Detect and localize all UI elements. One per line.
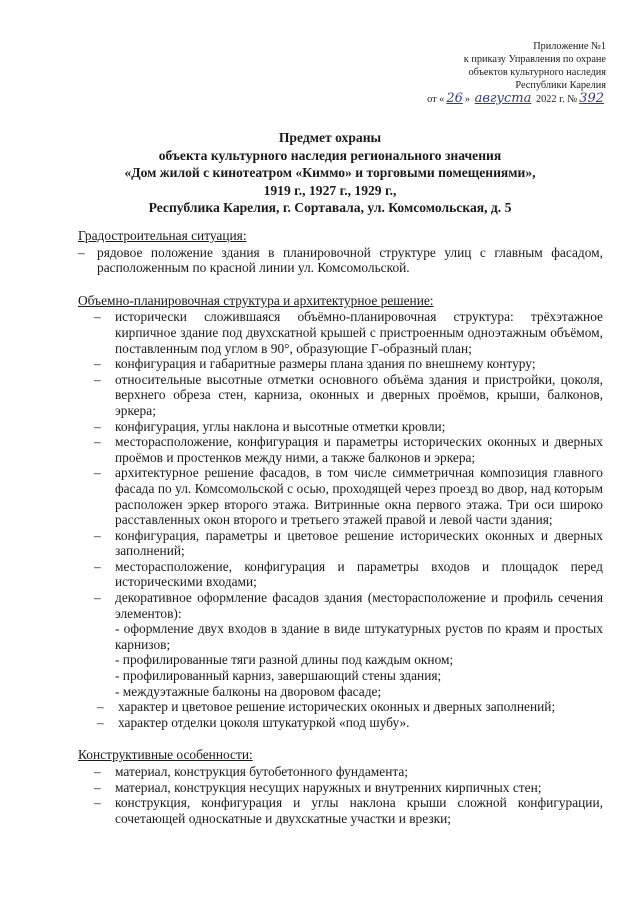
dash-marker: –	[94, 590, 101, 606]
dash-marker: –	[94, 779, 101, 795]
list-item-text: конфигурация, углы наклона и высотные отметки кровли;	[115, 418, 446, 434]
list-item	[78, 465, 603, 527]
bullet-list	[78, 699, 603, 730]
title-line: объекта культурного наследия регионального значения	[158, 147, 502, 163]
handwritten-number: 392	[579, 91, 604, 106]
dash-marker: –	[97, 714, 104, 730]
appendix-date-line	[386, 92, 606, 106]
handwritten-day: 26	[446, 91, 463, 106]
list-item-text: архитектурное решение фасадов, в том числе симметричная композиция главного фасада по ул. Комсомольской с осью, проходящей через проезд во двор, над которым расположен эркер второго этажа. Витринные окна первого этажа. Три оси широко расставленных окон второго и третьего этажей правой и левой части здания;	[115, 465, 603, 528]
section-title: Объемно-планировочная структура и архитектурное решение:	[78, 292, 434, 308]
list-item-text: характер отделки цоколя штукатуркой «под шубу».	[118, 714, 410, 730]
sub-item: - междуэтажные балконы на дворовом фасаде;	[115, 683, 382, 699]
appendix-line: Приложение №1	[533, 41, 606, 52]
bullet-list	[78, 764, 603, 826]
list-item	[78, 528, 603, 559]
dash-marker: –	[94, 371, 101, 387]
list-item	[78, 372, 603, 419]
section-urban-situation	[78, 228, 603, 276]
bullet-list	[78, 245, 603, 276]
list-item-text: материал, конструкция бутобетонного фундамента;	[115, 764, 409, 779]
list-item-text: конструкция, конфигурация и углы наклона крыши сложной конфигурации, сочетающей односкатные и двухскатные участки и врезки;	[115, 795, 603, 826]
section-title: Конструктивные особенности:	[78, 747, 253, 763]
list-item-text: декоративное оформление фасадов здания (месторасположение и профиль сечения элементов):	[115, 590, 603, 621]
year-and-number-label: 2022 г. №	[533, 94, 578, 105]
list-item-text: месторасположение, конфигурация и параметры исторических оконных и дверных проёмов и простенков между ними, а также балконов и эркера;	[115, 434, 603, 465]
list-item	[78, 715, 603, 731]
list-item	[78, 309, 603, 356]
title-line: «Дом жилой с кинотеатром «Киммо» и торговыми помещениями»,	[124, 165, 536, 180]
dash-marker: –	[94, 465, 101, 481]
list-item	[78, 245, 603, 276]
list-item-text: месторасположение, конфигурация и параметры входов и площадок перед историческими входами;	[115, 558, 603, 590]
title-line: 1919 г., 1927 г., 1929 г.,	[263, 182, 397, 198]
list-item-text: характер и цветовое решение исторических оконных и дверных заполнений;	[118, 699, 556, 715]
list-item	[78, 780, 603, 796]
date-separator: »	[464, 94, 473, 105]
list-item-text: материал, конструкция несущих наружных и внутренних кирпичных стен;	[115, 779, 542, 795]
dash-marker: –	[97, 699, 104, 715]
list-item-text: исторически сложившаяся объёмно-планировочная структура: трёхэтажное кирпичное здание под двухскатной крышей с пристроенным одноэтажным объёмом, поставленным под углом в 90°, образующие Г-образный план;	[115, 309, 603, 356]
list-item-text: относительные высотные отметки основного объёма здания и пристройки, цоколя, верхнего обреза стен, карниза, оконных и дверных проёмов, крыши, балконов, эркера;	[115, 371, 603, 418]
list-item	[78, 419, 603, 435]
sub-item: - профилированный карниз, завершающий стены здания;	[115, 668, 442, 684]
appendix-line: объектов культурного наследия	[468, 67, 606, 78]
bullet-list	[78, 309, 603, 621]
list-item	[78, 764, 603, 780]
title-line: Республика Карелия, г. Сортавала, ул. Комсомольская, д. 5	[148, 200, 512, 215]
list-item	[78, 590, 603, 621]
appendix-line: к приказу Управления по охране	[463, 54, 606, 65]
title-line: Предмет охраны	[278, 130, 382, 145]
document-title	[60, 129, 600, 217]
sub-item: - оформление двух входов в здание в виде штукатурных рустов по краям и простых карнизов;	[115, 621, 603, 652]
dash-marker: –	[94, 418, 101, 434]
dash-marker: –	[94, 764, 101, 779]
list-item	[78, 795, 603, 826]
section-construction	[78, 747, 603, 826]
appendix-header	[386, 40, 606, 106]
dash-marker: –	[94, 356, 101, 372]
dash-marker: –	[94, 434, 101, 450]
dash-marker: –	[78, 244, 85, 260]
handwritten-month: августа	[474, 91, 532, 106]
list-item-text: рядовое положение здания в планировочной структуре улиц с главным фасадом, расположенным по красной линии ул. Комсомольской.	[97, 244, 603, 276]
sub-item: - профилированные тяги разной длины под каждым окном;	[115, 652, 454, 668]
dash-marker: –	[94, 558, 101, 574]
document-body	[78, 228, 603, 843]
section-architecture	[78, 293, 603, 731]
dash-marker: –	[94, 527, 101, 543]
dash-marker: –	[94, 309, 101, 325]
appendix-line: Республики Карелия	[515, 80, 606, 91]
list-item	[78, 559, 603, 590]
dash-marker: –	[94, 795, 101, 811]
section-title: Градостроительная ситуация:	[78, 228, 247, 243]
date-prefix: от «	[427, 94, 445, 105]
list-item-text: конфигурация, параметры и цветовое решение исторических оконных и дверных заполнений;	[115, 527, 603, 559]
list-item	[78, 356, 603, 372]
list-item-text: конфигурация и габаритные размеры плана здания по внешнему контуру;	[115, 356, 536, 372]
list-item	[78, 699, 603, 715]
list-item	[78, 434, 603, 465]
